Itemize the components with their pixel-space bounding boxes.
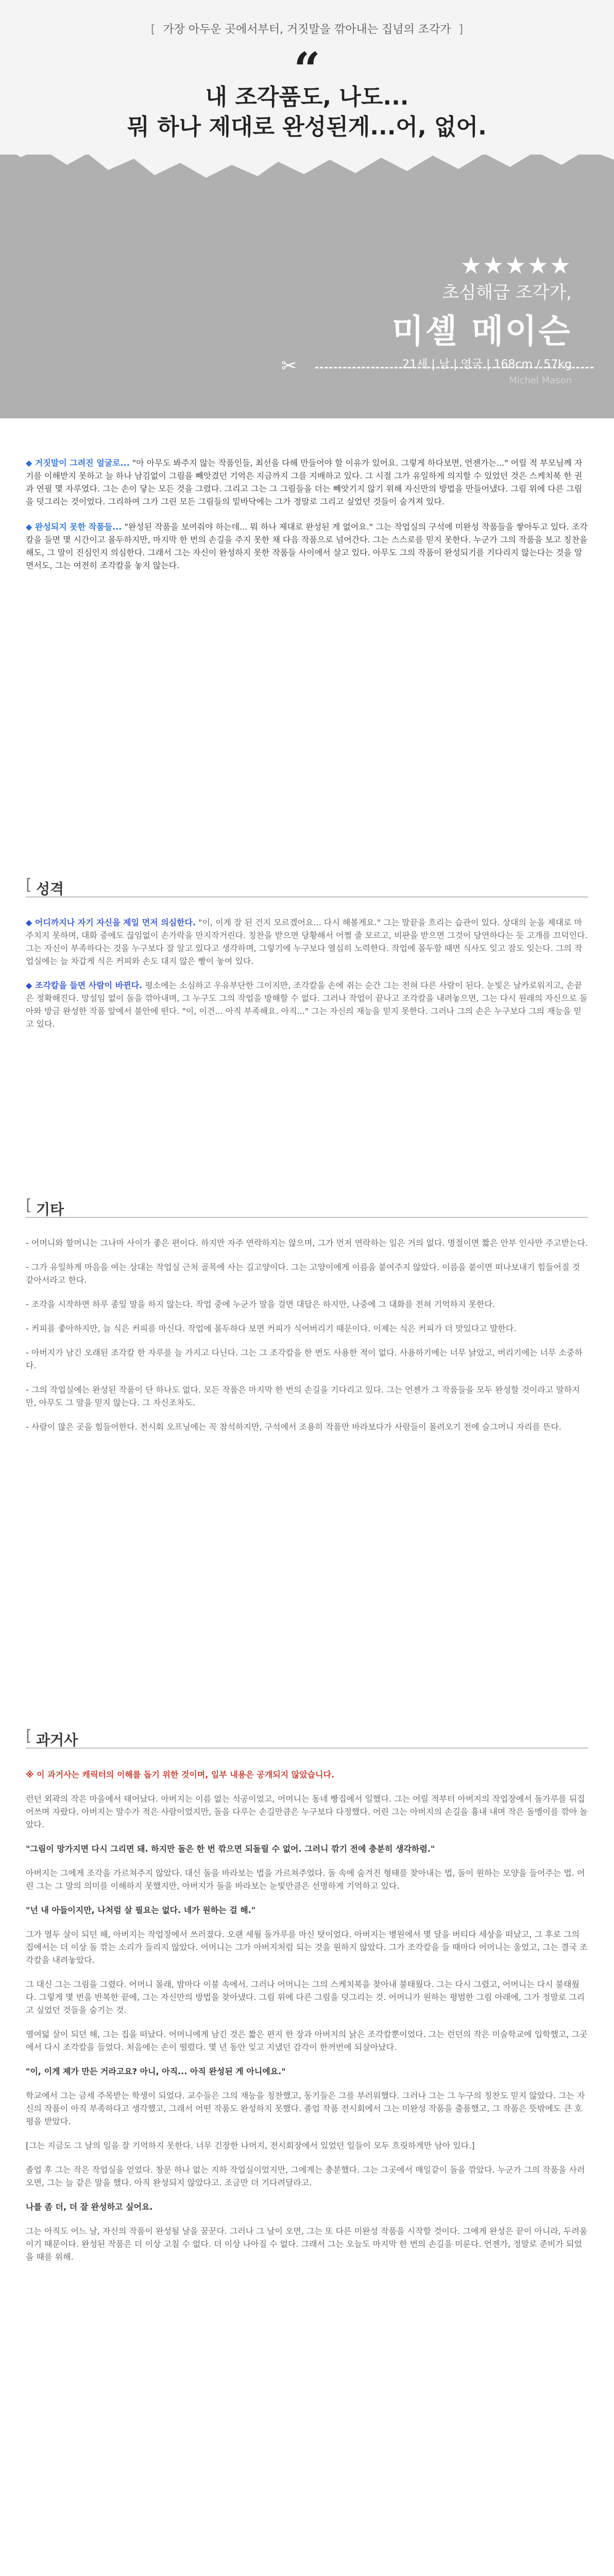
- section-rule: [26, 1748, 588, 1749]
- character-name: 미셸 메이슨: [391, 313, 572, 351]
- etc-item: - 그가 유일하게 마음을 여는 상대는 작업실 근처 골목에 사는 길고양이다. 그는 고양이에게 이름을 붙여주지 않았다. 이름을 붙이면 떠나보내기 힘들어질 것 같아서라고 한다.: [26, 1262, 580, 1285]
- past-paragraph: 그 대신 그는 그림을 그렸다. 어머니 몰래, 밤마다 이불 속에서. 그러나 어머니는 그의 스케치북을 찾아내 불태웠다. 그는 다시 그렸고, 어머니는 다시 불태웠다. 그렇게 몇 번을 반복한 끝에, 그는 자신만의 방법을 찾아냈다. 그림 위에 다른 그림을 덧그리는 것. 어머니가 원하는 평범한 그림 아래에, 그가 정말로 그리고 싶었던 것들을 숨기는 것.: [26, 1979, 585, 2015]
- intro: [26, 456, 588, 584]
- past-paragraph: 그는 아직도 어느 날, 자신의 작품이 완성될 날을 꿈꾼다. 그러나 그 날이 오면, 그는 또 다른 미완성 작품을 시작할 것이다. 그에게 완성은 끝이 아니라, 두려움이기 때문이다. 완성된 작품은 더 이상 고칠 수 없다. 더 이상 나아질 수 없다. 그래서 그는 오늘도 마지막 한 번의 손길을 미룬다. 언젠가, 정말로 준비가 되었을 때를 위해.: [26, 2226, 588, 2262]
- section-header-personality: [26, 876, 588, 896]
- past-quote: "그림이 망가지면 다시 그리면 돼. 하지만 돌은 한 번 깎으면 되돌릴 수 없어. 그러니 깎기 전에 충분히 생각하렴.": [26, 1844, 435, 1854]
- personality-label-1: ◆ 어디까지나 자기 자신을 제일 먼저 의심한다.: [26, 918, 196, 927]
- bracket-icon: [: [26, 1727, 32, 1745]
- section-title-personality: 성격: [36, 880, 64, 897]
- past-quote: 나를 좀 더, 더 잘 완성하고 싶어요.: [26, 2202, 153, 2212]
- bracket-right-icon: ]: [458, 23, 464, 36]
- personality-text-1: "이, 이게 잘 된 건지 모르겠어요... 다시 해볼게요." 그는 말끝을 흐리는 습관이 있다. 상대의 눈을 제대로 마주치지 못하며, 대화 중에도 끊임없이 손가락을 만지작거린다. 칭찬을 받으면 당황해서 어쩔 줄 모르고, 비판을 받으면 그것이 당연하다는 듯 고개를 끄덕인다. 그는 자신이 부족하다는 것을 누구보다 잘 알고 있다고 생각하며, 그렇기에 누구보다 열심히 노력한다. 작업에 몰두할 때면 식사도 잊고 잠도 잊는다. 그의 작업실에는 늘 차갑게 식은 커피와 손도 대지 않은 빵이 놓여 있다.: [26, 918, 588, 966]
- etc-item: - 어머니와 할머니는 그나마 사이가 좋은 편이다. 하지만 자주 연락하지는 않으며, 그가 먼저 연락하는 일은 거의 없다. 명절이면 짧은 안부 인사만 주고받는다.: [26, 1238, 588, 1248]
- character-role: 초심해급 조각가,: [442, 282, 572, 303]
- rating-stars: ★★★★★: [460, 251, 572, 279]
- etc-item: - 조각을 시작하면 하루 종일 말을 하지 않는다. 작업 중에 누군가 말을 걸면 대답은 하지만, 나중에 그 대화를 전혀 기억하지 못한다.: [26, 1299, 496, 1309]
- section-title-past: 과거사: [36, 1732, 78, 1749]
- etc-item: - 그의 작업실에는 완성된 작품이 단 하나도 없다. 모든 작품은 마지막 한 번의 손길을 기다리고 있다. 그는 언젠가 그 작품들을 모두 완성할 것이라고 말하지만, 아무도 그 말을 믿지 않는다. 그 자신조차도.: [26, 1385, 580, 1408]
- character-name-english: Michel Mason: [509, 375, 572, 386]
- etc-item: - 커피를 좋아하지만, 늘 식은 커피를 마신다. 작업에 몰두하다 보면 커피가 식어버리기 때문이다. 이제는 식은 커피가 더 맛있다고 말한다.: [26, 1324, 517, 1333]
- intro-label-1: ◆ 거짓말이 그려진 얼굴로...: [26, 458, 130, 468]
- section-body-etc: [26, 1236, 588, 1445]
- past-paragraph: 열여덟 살이 되던 해, 그는 집을 떠났다. 어머니에게 남긴 것은 짧은 편지 한 장과 아버지의 낡은 조각칼뿐이었다. 그는 런던의 작은 미술학교에 입학했고, 그곳에서 다시 조각칼을 들었다. 처음에는 손이 떨렸다. 몇 년 동안 잊고 지냈던 감각이 한꺼번에 되살아났다.: [26, 2029, 588, 2052]
- headline-line-1: 내 조각품도, 나도...: [205, 84, 409, 110]
- section-header-past: [26, 1727, 588, 1748]
- tagline: [124, 21, 490, 37]
- hero-banner: [0, 0, 614, 418]
- past-paragraph: 학교에서 그는 금세 주목받는 학생이 되었다. 교수들은 그의 재능을 칭찬했고, 동기들은 그를 부러워했다. 그러나 그는 그 누구의 칭찬도 믿지 않았다. 그는 자신의 작품이 아직 부족하다고 생각했고, 그래서 어떤 작품도 완성하지 못했다. 졸업 작품 전시회에서 그는 미완성 작품을 출품했고, 그 작품은 뜻밖에도 큰 호평을 받았다.: [26, 2091, 585, 2126]
- section-rule: [26, 896, 588, 897]
- section-header-etc: [26, 1196, 588, 1217]
- bracket-icon: [: [26, 876, 32, 894]
- past-paragraph: 졸업 후 그는 작은 작업실을 얻었다. 창문 하나 없는 지하 작업실이었지만, 그에게는 충분했다. 그는 그곳에서 매일같이 돌을 깎았다. 누군가 그의 작품을 사러 오면, 그는 늘 같은 말을 했다. 아직 완성되지 않았다고. 조금만 더 기다려달라고.: [26, 2165, 585, 2188]
- past-paragraph: 아버지는 그에게 조각을 가르쳐주지 않았다. 대신 돌을 바라보는 법을 가르쳐주었다. 돌 속에 숨겨진 형태를 찾아내는 법, 돌이 원하는 모양을 들어주는 법. 어린 그는 그 말의 의미를 이해하지 못했지만, 아버지가 돌을 바라보는 눈빛만큼은 선명하게 기억하고 있다.: [26, 1868, 585, 1891]
- cut-line: [315, 367, 593, 368]
- past-paragraph: 그가 열두 살이 되던 해, 아버지는 작업장에서 쓰러졌다. 오랜 세월 돌가루를 마신 탓이었다. 아버지는 병원에서 몇 달을 버티다 세상을 떠났고, 그 후로 그의 집에서는 더 이상 돌 깎는 소리가 들리지 않았다. 어머니는 그가 아버지처럼 되는 것을 원하지 않았다. 그가 조각칼을 들 때마다 어머니는 울었고, 그는 결국 조각칼을 내려놓았다.: [26, 1929, 588, 1965]
- bracket-left-icon: [: [150, 23, 156, 36]
- past-paragraph: [그는 지금도 그 날의 일을 잘 기억하지 못한다. 너무 긴장한 나머지, 전시회장에서 있었던 일들이 모두 흐릿하게만 남아 있다.]: [26, 2141, 475, 2150]
- section-rule: [26, 1217, 588, 1218]
- etc-item: - 아버지가 남긴 오래된 조각칼 한 자루를 늘 가지고 다닌다. 그는 그 조각칼을 한 번도 사용한 적이 없다. 사용하기에는 너무 낡았고, 버리기에는 너무 소중하다.: [26, 1348, 583, 1370]
- past-quote: "넌 내 아들이지만, 나처럼 살 필요는 없다. 네가 원하는 걸 해.": [26, 1905, 256, 1915]
- intro-paragraph-1: [26, 456, 588, 508]
- past-quote: "이, 이게 제가 만든 거라고요? 아니, 아직... 아직 완성된 게 아니에요.": [26, 2066, 286, 2076]
- tagline-text: 가장 아두운 곳에서부터, 거짓말을 깎아내는 집념의 조각가: [163, 23, 451, 36]
- intro-text-2: "완성된 작품을 보여줘야 하는데... 뭐 하나 제대로 완성된 게 없어요." 그는 작업실의 구석에 미완성 작품들을 쌓아두고 있다. 조각칼을 들면 몇 시간이고 몰두하지만, 마지막 한 번의 손길을 주지 못한 채 다음 작품으로 넘어간다. 그는 스스로를 믿지 못한다. 누군가 그의 작품을 보고 칭찬을 해도, 그 말이 진심인지 의심한다. 그래서 그는 자신이 완성하지 못한 작품들 사이에서 살고 있다. 아무도 그의 작품이 완성되기를 기다리지 않는다는 것을 알면서도, 그는 여전히 조각칼을 놓지 않는다.: [26, 522, 588, 570]
- intro-paragraph-2: [26, 520, 588, 572]
- etc-item: - 사람이 많은 곳을 힘들어한다. 전시회 오프닝에는 꼭 참석하지만, 구석에서 조용히 작품만 바라보다가 사람들이 몰려오기 전에 슬그머니 자리를 뜬다.: [26, 1422, 561, 1432]
- content-panel: [0, 418, 614, 2576]
- personality-label-2: ◆ 조각칼을 들면 사람이 바뀐다.: [26, 980, 143, 990]
- headline: [0, 82, 614, 142]
- personality-paragraph-1: [26, 916, 588, 968]
- headline-line-2: 뭐 하나 제대로 완성된게...어, 없어.: [127, 114, 487, 140]
- intro-text-1: "아 아무도 봐주지 않는 작품인들, 최선을 다해 만들어야 할 이유가 있어요. 그렇게 하다보면, 언젠가는..." 어릴 적 부모님께 자기를 이해받지 못하고 늘 하나 남김없이 그림을 빼앗겼던 기억은 지금까지 그를 지배하고 있다. 그 시절 그가 유일하게 의지할 수 있었던 것은 스케치북 한 권과 연필 몇 자루였다. 그는 손이 닿는 모든 것을 그렸다. 그리고 그는 그 그림들을 더는 빼앗기지 않기 위해 자신만의 방법을 만들어냈다. 그림 위에 다른 그림을 덧그리는 것이었다. 그리하여 그가 그린 모든 그림들의 밑바닥에는 그가 정말로 그리고 싶었던 것들이 숨겨져 있다.: [26, 458, 583, 506]
- quote-mark-icon: “: [294, 42, 320, 97]
- section-title-etc: 기타: [36, 1201, 64, 1218]
- personality-text-2: 평소에는 소심하고 우유부단한 그이지만, 조각칼을 손에 쥐는 순간 그는 전혀 다른 사람이 된다. 눈빛은 날카로워지고, 손끝은 정확해진다. 망설임 없이 돌을 깎아내며, 그 누구도 그의 작업을 방해할 수 없다. 그러나 작업이 끝나고 조각칼을 내려놓으면, 그는 다시 원래의 자신으로 돌아와 방금 완성한 작품 앞에서 불안에 떤다. "이, 이건... 아직 부족해요. 아직..." 그는 자신의 재능을 믿지 못한다. 그러나 그의 손은 누구보다 그의 재능을 믿고 있다.: [26, 980, 588, 1029]
- intro-label-2: ◆ 완성되지 못한 작품들...: [26, 522, 122, 532]
- section-body-personality: [26, 916, 588, 1042]
- personality-paragraph-2: [26, 979, 588, 1030]
- past-paragraph: 런던 외곽의 작은 마을에서 태어났다. 아버지는 이름 없는 석공이었고, 어머니는 동네 빵집에서 일했다. 그는 어릴 적부터 아버지의 작업장에서 돌가루를 뒤집어쓰며 자랐다. 아버지는 말수가 적은 사람이었지만, 돌을 다루는 손길만큼은 누구보다 다정했다. 어린 그는 아버지의 손길을 흉내 내며 작은 돌멩이를 깎아 놀았다.: [26, 1794, 588, 1829]
- past-notice: ※ 이 과거사는 캐릭터의 이해를 돕기 위한 것이며, 일부 내용은 공개되지 않았습니다.: [26, 1770, 335, 1780]
- scissors-icon: ✂: [281, 355, 297, 377]
- section-body-past: [26, 1768, 588, 2275]
- bracket-icon: [: [26, 1196, 32, 1214]
- character-profile: 21세 | 남 | 영국 | 168cm / 57kg: [402, 358, 572, 371]
